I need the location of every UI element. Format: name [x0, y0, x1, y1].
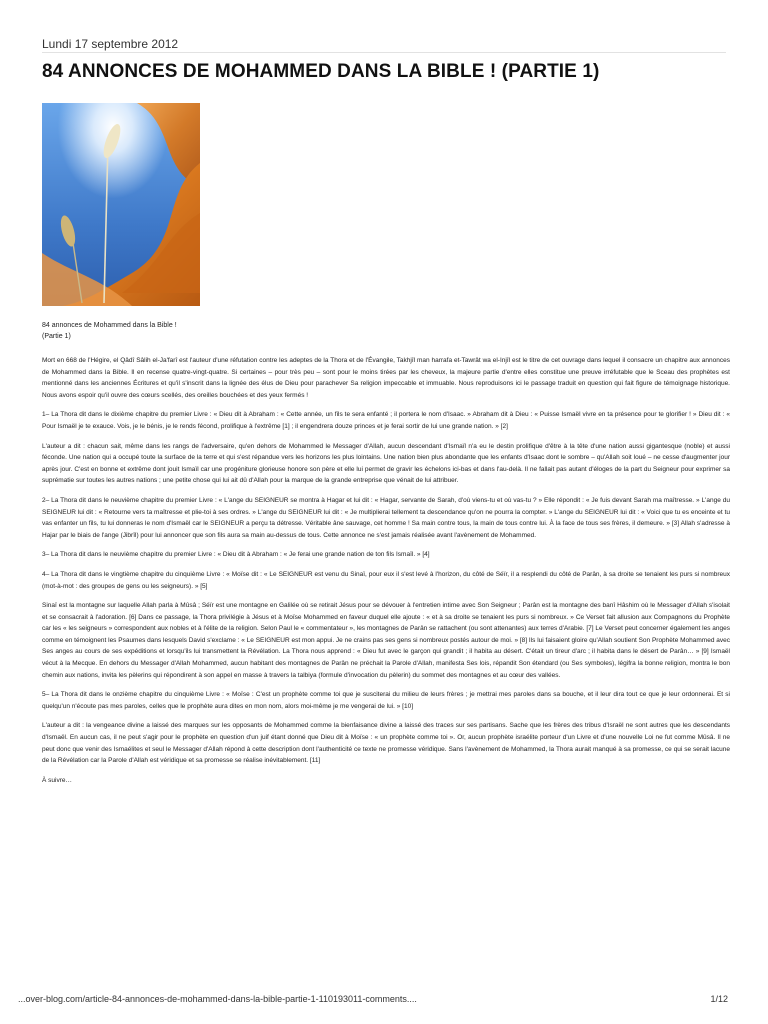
- footer-url: ...over-blog.com/article-84-annonces-de-mohammed-dans-la-bible-partie-1-110193011-comments....: [18, 994, 417, 1004]
- page-title: 84 ANNONCES DE MOHAMMED DANS LA BIBLE ! (PARTIE 1): [42, 61, 600, 82]
- page-number: 1/12: [710, 994, 728, 1004]
- paragraph-annonce-4: 4– La Thora dit dans le vingtième chapitre du cinquième Livre : « Moïse dit : « Le SEIGNEUR est venu du Sinaï, pour eux il s'est levé à l'horizon, du côté de Séïr, il a resplendi du côté de Parân, à sa droite se tenaient les purs si nombreux (mot-à-mot : des groupes de gens ou les seigneurs). » [5]: [42, 570, 730, 590]
- wheat-photo: [42, 103, 200, 306]
- paragraph-a-suivre: À suivre…: [42, 776, 72, 784]
- image-caption: [42, 320, 177, 342]
- paragraph-intro: Mort en 668 de l'Hégire, el Qâdî Sâlih el-Ja'farî est l'auteur d'une réfutation contre les adeptes de la Thora et de l'Évangile, Takhjîl man harrafa et-Tawrât wa el-Injîl est le titre de cet ouvrage dans lequel il consacre un chapitre aux annonces de Mohammed dans la Bible. Il en recense quatre-vingt-quatre. Si certaines – pour très peu – sont pour le moins tirées par les cheveux, la majeure partie d'entre elles constitue une preuve irréfutable que le Sceau des prophètes est mentionné dans les anciennes Écritures et qu'il s'inscrit dans la lignée des élus de Dieu pour parachever Sa religion impeccable et immuable. Nous reproduisons ici le passage traduit en question qui fait figure de témoignage historique. Nous avons espoir qu'il ouvre des cœurs scellés, des oreilles bouchées et des yeux fermés !: [42, 357, 730, 399]
- caption-line-2: (Partie 1): [42, 333, 71, 340]
- paragraph-annonce-5: 5– La Thora dit dans le onzième chapitre du cinquième Livre : « Moïse : C'est un prophète comme toi que je susciterai du milieu de leurs frères ; je mettrai mes paroles dans sa bouche, et il leur dira tout ce que je leur ordonnerai. Et si quelqu'un n'écoute pas mes paroles, celles que le prophète aura dites en mon nom, alors moi-même je me vengerai de lui. » [10]: [42, 691, 730, 710]
- caption-line-1: 84 annonces de Mohammed dans la Bible !: [42, 322, 177, 329]
- header-divider: [42, 52, 726, 53]
- post-date: Lundi 17 septembre 2012: [42, 37, 179, 51]
- article-body: [42, 355, 730, 794]
- paragraph-commentaire-5: L'auteur a dit : la vengeance divine a laissé des marques sur les opposants de Mohammed comme la bienfaisance divine a laissé des traces sur ses partisans. Sache que les frères des tribus d'Israël ne sont autres que les descendants d'Ismaël. En aucun cas, il ne peut s'agir pour le prophète en question d'un juif étant donné que Dieu dit à Moïse : « un prophète comme toi ». Or, aucun prophète israélite porteur d'un Livre et d'une nouvelle Loi ne fut comme Mûsâ. Il ne peut donc que venir des Ismaélites et seul le Messager d'Allah répond à cette description dont l'authenticité ce texte ne promesse véridique. Sans l'avènement de Mohammed, la Thora aurait manqué à sa promesse, ce qui se serait lacune de la Révélation car la Parole d'Allah est véridique et sa promesse se réalise inévitablement. [11]: [42, 722, 730, 765]
- paragraph-commentaire-4: Sinaï est la montagne sur laquelle Allah parla à Mûsâ ; Séïr est une montagne en Galilée où se retirait Jésus pour se dévouer à l'entretien intime avec Son Seigneur ; Parân est la montagne des banî Hâshim où le Messager d'Allah s'isolait et se consacrait à l'adoration. [6] Dans ce passage, la Thora privilégie à Jésus et à Moïse Mohammed en faveur duquel elle ajoute : « et à sa droite se tenaient les purs si nombreux. » Ce Verset fait allusion aux Compagnons du Prophète car les « les seigneurs » correspondent aux nobles et à l'élite de la religion. Selon Paul le « commentateur », les montagnes de Parân se rattachent (ou sont attenantes) aux terres d'Arabie. [7] Le Verset peut concerner également les anges comme en témoignent les Psaumes dans lesquels David s'exclame : « Le SEIGNEUR est mon appui. Je ne crains pas ses gens si nombreux postés autour de moi. » [8] Ils lui faisaient gloire qu'Allah soutient Son Prophète Mohammed avec Ses anges au cours de ses expéditions et lorsqu'ils lui transmettent la Révélation. La Thora nous apprend : « Dieu fut avec le garçon qui grandit ; il habita au désert. C'était un tireur d'arc ; il habita dans le désert de Parân… » [9] Ismaël vécut à la Mecque. En dehors du Messager d'Allah Mohammed, aucun habitant des montagnes de Parân ne préchait la Parole d'Allah, manifesta Ses lois, répandit Son étendard (ou Ses symboles), légifra la bonne religion, montra le bon chemin aux nations, invita les pèlerins qui répondirent à son appel en masse à travers la talbiya (formule d'invocation du pèlerin) du sommet des montagnes et au cœur des vallées.: [42, 602, 730, 679]
- paragraph-annonce-1: 1– La Thora dit dans le dixième chapitre du premier Livre : « Dieu dit à Abraham : « Cette année, un fils te sera enfanté ; il portera le nom d'Isaac. » Abraham dit à Dieu : « Puisse Ismaël vivre en ta présence pour te glorifier ! » Dieu dit : « Pour Ismaël je te exauce. Vois, je le bénis, je le rends fécond, prolifique à l'extrême [1] ; il engendrera douze princes et je ferai sortir de lui une grande nation. » [2]: [42, 411, 730, 430]
- paragraph-annonce-3: 3– La Thora dit dans le neuvième chapitre du premier Livre : « Dieu dit à Abraham : « Je ferai une grande nation de ton fils Ismaïl. » [4]: [42, 551, 430, 559]
- paragraph-commentaire-1: L'auteur a dit : chacun sait, même dans les rangs de l'adversaire, qu'en dehors de Mohammed le Messager d'Allah, aucun descendant d'Ismaïl n'a eu le destin prolifique d'être à la tête d'une nation aussi gigantesque (noble) et aussi féconde. Une nation qui a occupé toute la surface de la terre et qui s'est répandue vers les horizons les plus lointains. Une nation bien plus abondante que les enfants d'Isaac dont le sombre – qu'Allah soit loué – ne cesse d'augmenter jour après jour. C'est en bonne et extrême dont jouit Ismaïl car une progéniture glorieuse honore son père et elle lui permet de gravir les échelons ici-bas et dans l'au-delà. Il ne fallait pas autant d'éloges de la part du Seigneur pour exprimer sa suprématie sur toutes les autres nations ; une petite chose qui lui ait dû d'Allah pour la marque de la grande entreprise que vénait de lui attribuer.: [42, 442, 730, 485]
- paragraph-annonce-2: 2– La Thora dit dans le neuvième chapitre du premier Livre : « L'ange du SEIGNEUR se montra à Hagar et lui dit : « Hagar, servante de Sarah, d'où viens-tu et où vas-tu ? » Elle répondit : « Je fuis devant Sarah ma maîtresse. » L'ange du SEIGNEUR lui dit : « Retourne vers ta maîtresse et plie-toi à ses ordres. » L'ange du SEIGNEUR lui dit : « Je multiplierai tellement ta descendance qu'on ne pourra la compter. » L'ange du SEIGNEUR lui dit : « Voici que tu es enceinte et tu vas enfanter un fils, tu lui donneras le nom d'Ismaël car le SEIGNEUR a perçu ta détresse. Véritable âne sauvage, cet homme ! Sa main contre tous, la main de tous contre lui. À la face de tous ses frères, il demeure. » [3] Allah s'adresse à Hajar par le biais de l'ange (Jibrîl) pour lui annoncer que son fils aura sa main au-dessus de tous. Cette annonce ne s'est jamais réalisée avant l'avènement de Mohammed.: [42, 496, 730, 539]
